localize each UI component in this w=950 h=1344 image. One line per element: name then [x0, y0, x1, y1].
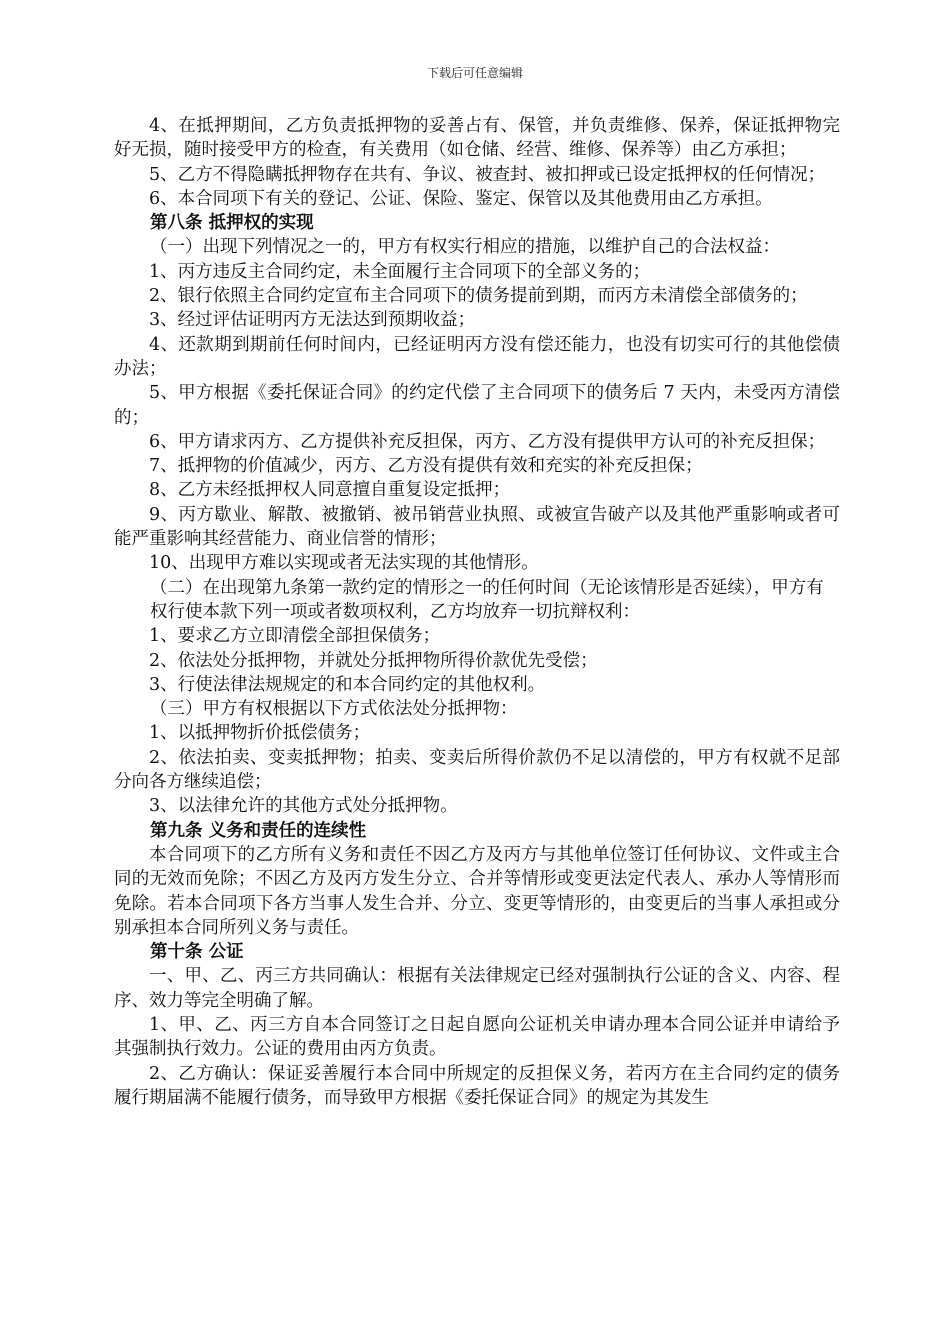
paragraph: 4、在抵押期间，乙方负责抵押物的妥善占有、保管，并负责维修、保养，保证抵押物完好无损，随时接受甲方的检查，有关费用（如仓储、经营、维修、保养等）由乙方承担；: [114, 116, 840, 161]
paragraph: 2、依法拍卖、变卖抵押物；拍卖、变卖后所得价款仍不足以清偿的，甲方有权就不足部分向各方继续追偿；: [114, 747, 840, 793]
paragraph: 6、甲方请求丙方、乙方提供补充反担保，丙方、乙方没有提供甲方认可的补充反担保；: [149, 431, 826, 452]
paragraph: 10、出现甲方难以实现或者无法实现的其他情形。: [149, 553, 539, 574]
section-heading: 第十条 公证: [150, 942, 244, 963]
paragraph: 7、抵押物的价值减少，丙方、乙方没有提供有效和充实的补充反担保；: [149, 456, 703, 477]
paragraph: 6、本合同项下有关的登记、公证、保险、鉴定、保管以及其他费用由乙方承担。: [149, 188, 773, 209]
paragraph: 一、甲、乙、丙三方共同确认：根据有关法律规定已经对强制执行公证的含义、内容、程序、效力等完全明确了解。: [114, 966, 840, 1011]
paragraph: （二）在出现第九条第一款约定的情形之一的任何时间（无论该情形是否延续），甲方有权行使本款下列一项或者数项权利，乙方均放弃一切抗辩权利：: [150, 577, 824, 622]
paragraph: 3、经过评估证明丙方无法达到预期收益；: [149, 310, 476, 331]
document-body: [114, 114, 840, 1110]
paragraph: 1、丙方违反主合同约定，未全面履行主合同项下的全部义务的；: [149, 261, 651, 282]
paragraph: 2、依法处分抵押物，并就处分抵押物所得价款优先受偿；: [149, 650, 598, 671]
paragraph: 2、乙方确认：保证妥善履行本合同中所规定的反担保义务，若丙方在主合同约定的债务履行期届满不能履行债务，而导致甲方根据《委托保证合同》的规定为其发生: [114, 1063, 840, 1108]
paragraph: （一）出现下列情况之一的，甲方有权实行相应的措施，以维护自己的合法权益：: [150, 237, 780, 258]
paragraph: （三）甲方有权根据以下方式依法处分抵押物：: [150, 699, 518, 720]
section-heading: 第八条 抵押权的实现: [150, 213, 314, 234]
page-header: 下载后可任意编辑: [426, 66, 523, 80]
paragraph: 5、甲方根据《委托保证合同》的约定代偿了主合同项下的债务后 7 天内，未受丙方清偿的；: [114, 383, 840, 428]
section-heading: 第九条 义务和责任的连续性: [150, 820, 367, 841]
paragraph: 1、甲、乙、丙三方自本合同签订之日起自愿向公证机关申请办理本合同公证并申请给予其强制执行效力。公证的费用由丙方负责。: [114, 1014, 840, 1060]
paragraph: 3、行使法律法规规定的和本合同约定的其他权利。: [149, 674, 546, 695]
paragraph: 9、丙方歇业、解散、被撤销、被吊销营业执照、或被宣告破产以及其他严重影响或者可能严重影响其经营能力、商业信誉的情形；: [114, 504, 840, 550]
paragraph: 3、以法律允许的其他方式处分抵押物。: [149, 796, 458, 817]
paragraph: 1、以抵押物折价抵偿债务；: [149, 723, 371, 744]
paragraph: 5、乙方不得隐瞒抵押物存在共有、争议、被查封、被扣押或已设定抵押权的任何情况；: [149, 164, 826, 185]
paragraph: 2、银行依照主合同约定宣布主合同项下的债务提前到期，而丙方未清偿全部债务的；: [149, 286, 808, 307]
paragraph: 本合同项下的乙方所有义务和责任不因乙方及丙方与其他单位签订任何协议、文件或主合同的无效而免除；不因乙方及丙方发生分立、合并等情形或变更法定代表人、承办人等情形而免除。若本合同项下各方当事人发生合并、分立、变更等情形的，由变更后的当事人承担或分别承担本合同所列义务与责任。: [114, 844, 840, 938]
paragraph: 4、还款期到期前任何时间内，已经证明丙方没有偿还能力，也没有切实可行的其他偿债办法；: [114, 334, 840, 379]
paragraph: 1、要求乙方立即清偿全部担保债务；: [149, 626, 441, 647]
paragraph: 8、乙方未经抵押权人同意擅自重复设定抵押；: [149, 480, 511, 501]
